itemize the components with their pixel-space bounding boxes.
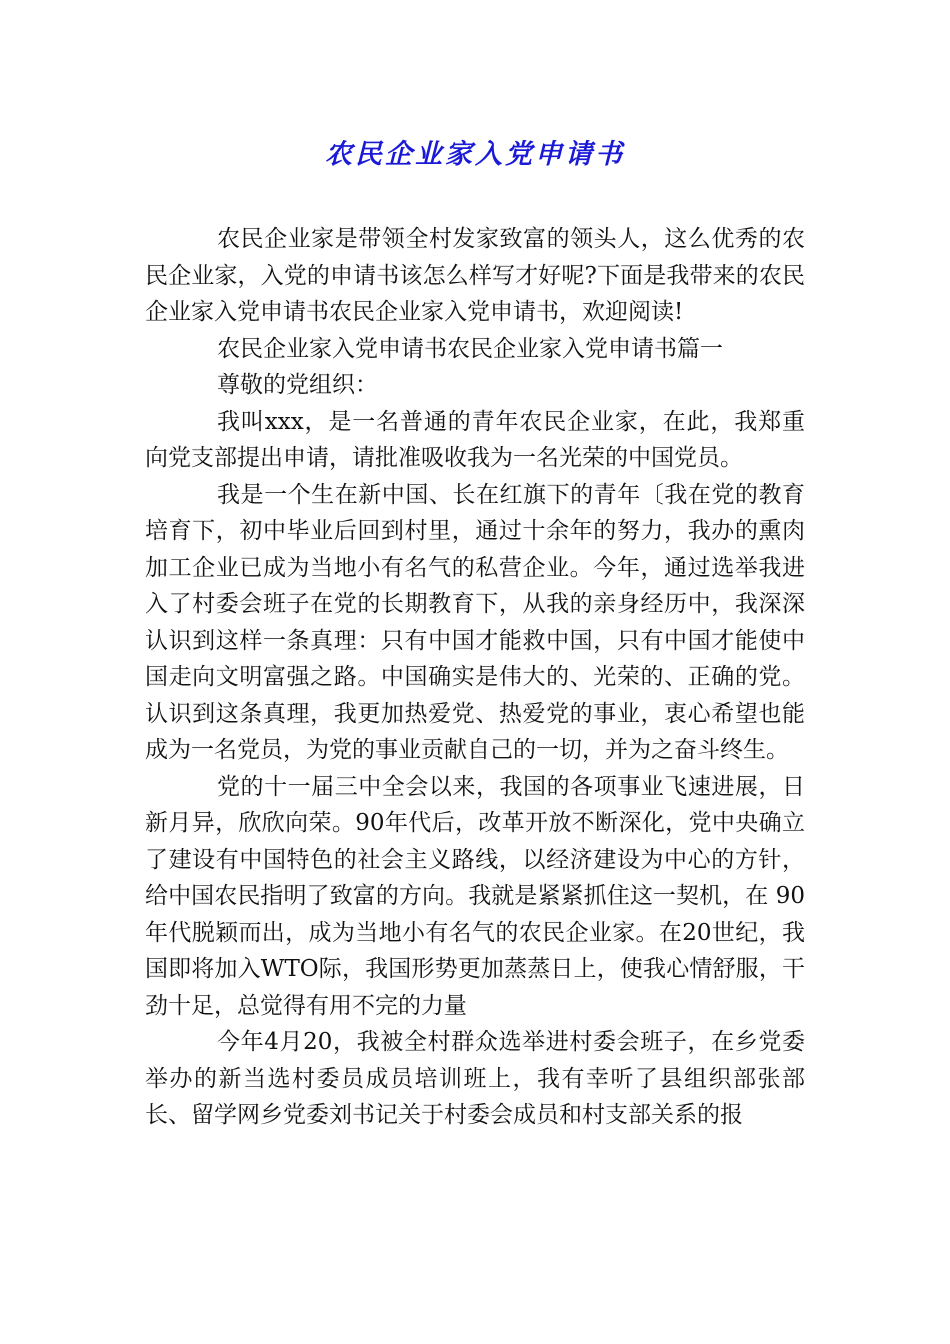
document-title: 农民企业家入党申请书 — [325, 139, 625, 170]
paragraph: 党的十一届三中全会以来，我国的各项事业飞速进展，日新月异，欣欣向荣。90年代后，改革开放不断深化，党中央确立了建设有中国特色的社会主义路线，以经济建设为中心的方针，给中国农民指明了致富的方向。我就是紧紧抓住这一契机，在 90年代脱颖而出，成为当地小有名气的农民企业家。在20世纪，我国即将加入WTO际，我国形势更加蒸蒸日上，使我心情舒服，干劲十足，总觉得有用不完的力量 — [145, 773, 805, 1019]
paragraph-heading: 农民企业家入党申请书农民企业家入党申请书篇一 — [217, 335, 723, 362]
paragraph: 今年4月20，我被全村群众选举进村委会班子，在乡党委举办的新当选村委员成员培训班上，我有幸听了县组织部张部长、留学网乡党委刘书记关于村委会成员和村支部关系的报 — [145, 1029, 805, 1128]
paragraph-salutation: 尊敬的党组织： — [217, 372, 378, 398]
paragraph-intro: 农民企业家是带领全村发家致富的领头人，这么优秀的农民企业家，入党的申请书该怎么样写才好呢?下面是我带来的农民企业家入党申请书农民企业家入党申请书，欢迎阅读! — [145, 226, 805, 325]
paragraph: 我叫xxx，是一名普通的青年农民企业家，在此，我郑重向党支部提出申请，请批准吸收我为一名光荣的中国党员。 — [145, 408, 805, 471]
document-body — [145, 221, 805, 1134]
paragraph: 我是一个生在新中国、长在红旗下的青年〔我在党的教育培育下，初中毕业后回到村里，通过十余年的努力，我办的熏肉加工企业已成为当地小有名气的私营企业。今年，通过选举我进入了村委会班子在党的长期教育下，从我的亲身经历中，我深深认识到这样一条真理：只有中国才能救中国，只有中国才能使中国走向文明富强之路。中国确实是伟大的、光荣的、正确的党。认识到这条真理，我更加热爱党、热爱党的事业，衷心希望也能成为一名党员，为党的事业贡献自己的一切，并为之奋斗终生。 — [145, 481, 805, 763]
